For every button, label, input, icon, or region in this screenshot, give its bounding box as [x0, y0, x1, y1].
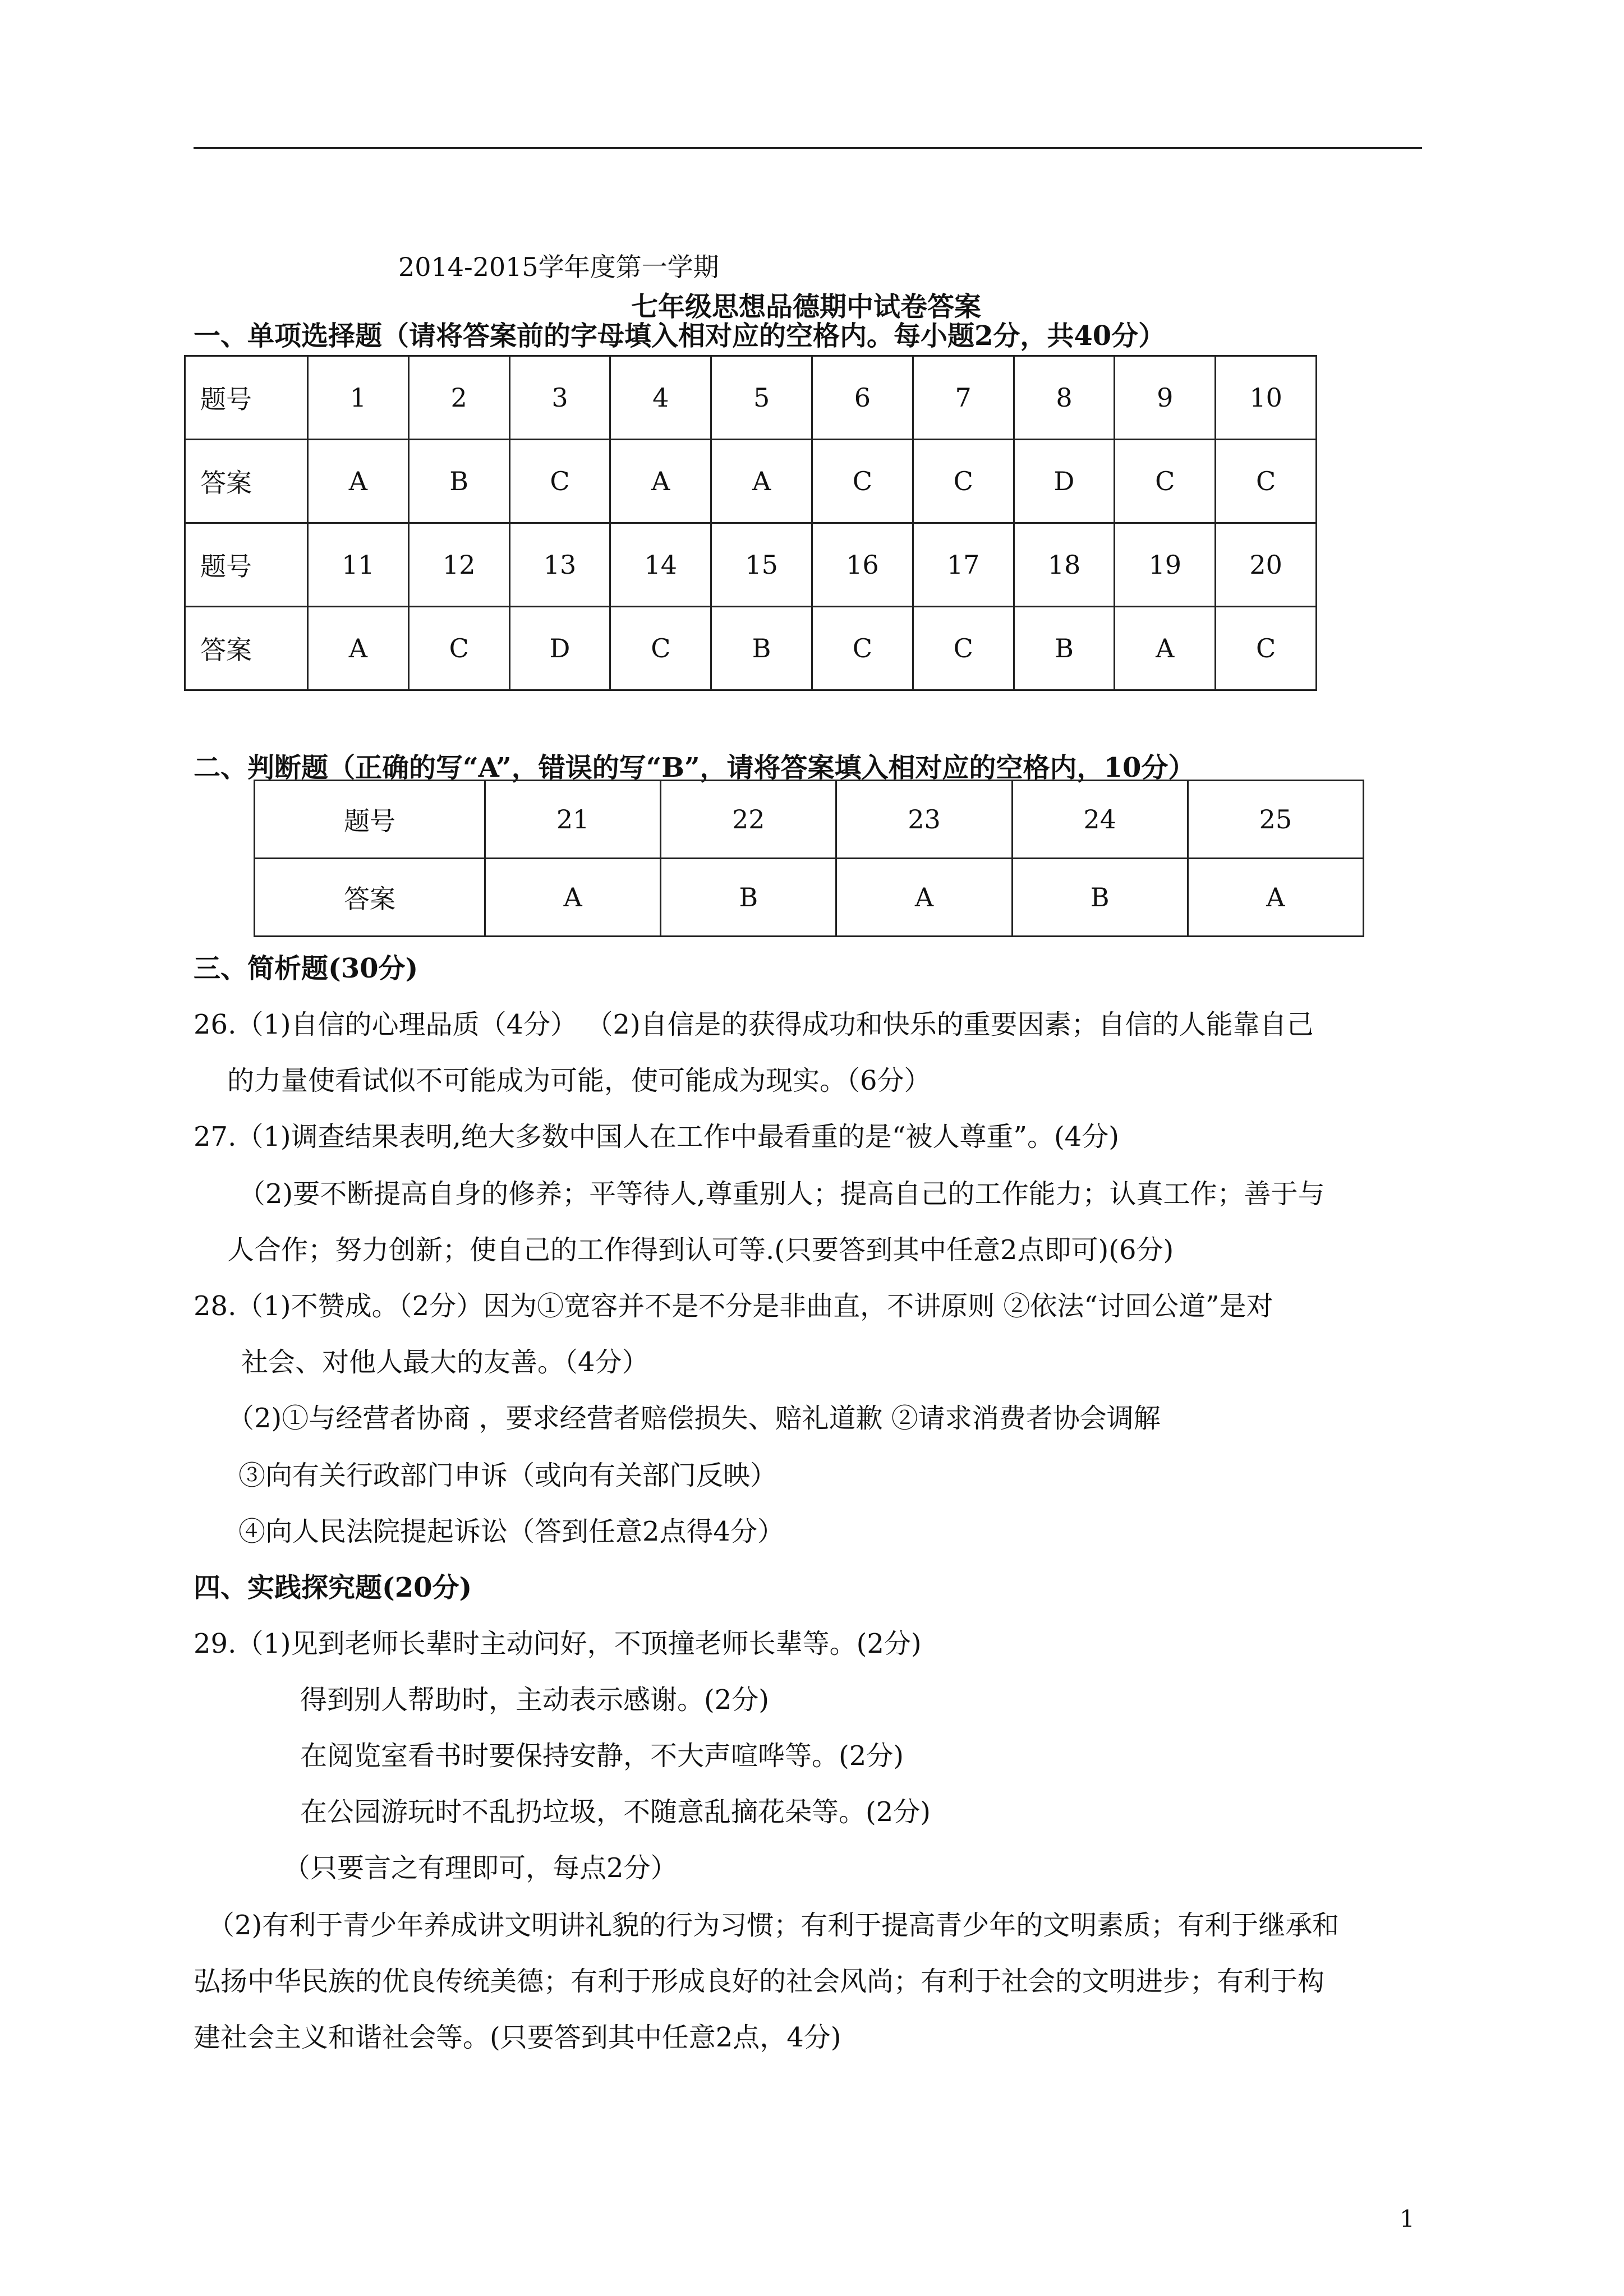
page-number: 1 — [1400, 2205, 1415, 2233]
answer-line: 29.（1)见到老师长辈时主动问好，不顶撞老师长辈等。(2分) — [194, 1628, 922, 1659]
section3-heading: 三、简析题(30分) — [194, 953, 418, 984]
answer-cell: C — [1115, 440, 1216, 523]
answer-cell: C — [1216, 440, 1317, 523]
answer-line: 的力量使看试似不可能成为可能，使可能成为现实。（6分） — [227, 1065, 931, 1096]
answer-cell: C — [1216, 607, 1317, 690]
judgement-answer-table — [254, 780, 1364, 937]
question-number: 22 — [661, 781, 836, 859]
answer-cell: C — [812, 440, 913, 523]
row-label: 题号 — [185, 523, 308, 607]
row-label: 题号 — [185, 356, 308, 440]
question-number: 6 — [812, 356, 913, 440]
answer-line: 28.（1)不赞成。（2分）因为①宽容并不是不分是非曲直，不讲原则 ②依法“讨回公道”是对 — [194, 1290, 1273, 1322]
answer-line: 弘扬中华民族的优良传统美德；有利于形成良好的社会风尚；有利于社会的文明进步；有利于构 — [194, 1966, 1325, 1997]
table-row — [185, 440, 1317, 523]
question-number: 20 — [1216, 523, 1317, 607]
table-row — [185, 607, 1317, 690]
answer-line: 在阅览室看书时要保持安静，不大声喧哗等。(2分) — [300, 1740, 904, 1772]
answer-line: ③向有关行政部门申诉（或向有关部门反映） — [238, 1460, 778, 1491]
answer-cell: B — [711, 607, 812, 690]
question-number: 9 — [1115, 356, 1216, 440]
page-title: 七年级思想品德期中试卷答案 — [631, 291, 982, 322]
section4-heading: 四、实践探究题(20分) — [194, 1572, 472, 1603]
answer-line: 社会、对他人最大的友善。（4分） — [241, 1347, 649, 1378]
choice-answer-table — [184, 355, 1317, 691]
answer-line: 26.（1)自信的心理品质（4分） （2)自信是的获得成功和快乐的重要因素；自信的人能靠自己 — [194, 1009, 1314, 1040]
question-number: 5 — [711, 356, 812, 440]
answer-line: 得到别人帮助时，主动表示感谢。(2分) — [300, 1684, 769, 1716]
question-number: 24 — [1012, 781, 1188, 859]
row-label: 答案 — [255, 859, 485, 937]
answer-cell: A — [308, 440, 409, 523]
answer-cell: C — [913, 607, 1014, 690]
answer-cell: C — [509, 440, 610, 523]
answer-cell: A — [308, 607, 409, 690]
question-number: 17 — [913, 523, 1014, 607]
question-number: 1 — [308, 356, 409, 440]
question-number: 4 — [610, 356, 711, 440]
question-number: 10 — [1216, 356, 1317, 440]
answer-line: 27.（1)调查结果表明,绝大多数中国人在工作中最看重的是“被人尊重”。(4分) — [194, 1121, 1119, 1152]
question-number: 25 — [1188, 781, 1363, 859]
question-number: 16 — [812, 523, 913, 607]
answer-line: （2)有利于青少年养成讲文明讲礼貌的行为习惯；有利于提高青少年的文明素质；有利于继承和 — [208, 1910, 1340, 1941]
answer-cell: A — [711, 440, 812, 523]
question-number: 14 — [610, 523, 711, 607]
table-row — [255, 859, 1364, 937]
section1-heading: 一、单项选择题（请将答案前的字母填入相对应的空格内。每小题2分，共40分） — [194, 320, 1166, 352]
answer-cell: D — [1014, 440, 1115, 523]
row-label: 答案 — [185, 440, 308, 523]
table-row — [185, 523, 1317, 607]
answer-cell: C — [408, 607, 509, 690]
question-number: 8 — [1014, 356, 1115, 440]
answer-cell: A — [836, 859, 1012, 937]
answer-line: （2)①与经营者协商 ，要求经营者赔偿损失、赔礼道歉 ②请求消费者协会调解 — [227, 1403, 1161, 1434]
question-number: 23 — [836, 781, 1012, 859]
answer-cell: A — [610, 440, 711, 523]
answer-cell: C — [812, 607, 913, 690]
answer-cell: B — [408, 440, 509, 523]
answer-cell: A — [1188, 859, 1363, 937]
row-label: 题号 — [255, 781, 485, 859]
answer-cell: A — [1115, 607, 1216, 690]
answer-line: 建社会主义和谐社会等。(只要答到其中任意2点，4分) — [194, 2022, 841, 2053]
question-number: 21 — [485, 781, 661, 859]
answer-cell: C — [913, 440, 1014, 523]
answer-cell: D — [509, 607, 610, 690]
answer-line: 人合作；努力创新；使自己的工作得到认可等.(只要答到其中任意2点即可)(6分) — [227, 1234, 1174, 1266]
question-number: 18 — [1014, 523, 1115, 607]
top-rule — [194, 147, 1422, 149]
question-number: 12 — [408, 523, 509, 607]
answer-line: 在公园游玩时不乱扔垃圾，不随意乱摘花朵等。(2分) — [300, 1796, 931, 1828]
row-label: 答案 — [185, 607, 308, 690]
question-number: 13 — [509, 523, 610, 607]
title-line-1: 2014-2015学年度第一学期 — [398, 252, 719, 282]
question-number: 15 — [711, 523, 812, 607]
answer-line: ④向人民法院提起诉讼（答到任意2点得4分） — [238, 1516, 785, 1547]
question-number: 3 — [509, 356, 610, 440]
answer-cell: B — [1014, 607, 1115, 690]
answer-line: （2)要不断提高自身的修养；平等待人,尊重别人；提高自己的工作能力；认真工作；善于与 — [238, 1178, 1325, 1210]
answer-cell: B — [1012, 859, 1188, 937]
question-number: 19 — [1115, 523, 1216, 607]
answer-cell: C — [610, 607, 711, 690]
answer-cell: B — [661, 859, 836, 937]
question-number: 7 — [913, 356, 1014, 440]
question-number: 11 — [308, 523, 409, 607]
answer-cell: A — [485, 859, 661, 937]
section2-heading: 二、判断题（正确的写“A”，错误的写“B”，请将答案填入相对应的空格内，10分） — [194, 752, 1195, 783]
table-row — [185, 356, 1317, 440]
question-number: 2 — [408, 356, 509, 440]
table-row — [255, 781, 1364, 859]
answer-line: （只要言之有理即可，每点2分） — [283, 1852, 678, 1884]
